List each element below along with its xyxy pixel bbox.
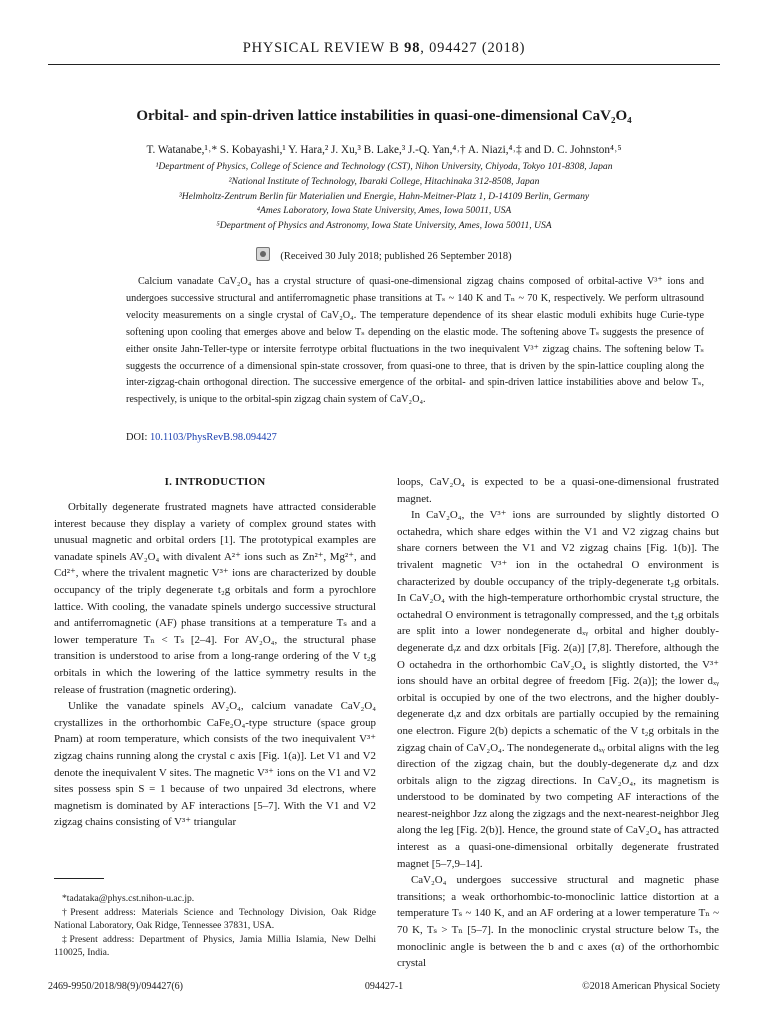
abstract: Calcium vanadate CaV₂O₄ has a crystal structure of quasi-one-dimensional zigzag chains composed of orbital-active V³⁺ ions and undergoes successive structural and antiferromagnetic phase transitions at Tₛ ~ 140 K and Tₙ ~ 70 K, respectively. We perform ultrasound velocity measurements on a single crystal of CaV₂O₄. The temperature dependence of its shear elastic moduli exhibits huge Curie-type softening upon cooling that emerges above and below Tₛ depending on the elastic mode. The softening above Tₛ suggests the presence of either onsite Jahn-Teller-type or intersite ferrotype orbital fluctuations in the two inequivalent V³⁺ zigzag chains. The softening below Tₛ suggests the occurrence of a dimensional spin-state crossover, from quasi-one to three, that is driven by the spin-lattice coupling along the inter-zigzag-chain orthogonal direction. The successive emergence of the orbital- and spin-driven lattice instabilities above and below Tₛ, respectively, is unique to the orbital-spin zigzag chain system of CaV₂O₄. xyxy=(126,276,704,406)
affiliations xyxy=(0,160,768,234)
journal-volume: 98 xyxy=(404,40,421,56)
affiliation: ⁴Ames Laboratory, Iowa State University, Ames, Iowa 50011, USA xyxy=(256,205,512,217)
footnote: ‡Present address: Department of Physics, Jamia Millia Islamia, New Delhi 110025, India. xyxy=(54,933,376,959)
footnotes xyxy=(54,892,376,960)
received-line xyxy=(0,247,768,262)
footnote: *tadataka@phys.cst.nihon-u.ac.jp. xyxy=(62,893,195,904)
affiliation: ⁵Department of Physics and Astronomy, Iowa State University, Ames, Iowa 50011, USA xyxy=(216,220,552,232)
paragraph: Unlike the vanadate spinels AV₂O₄, calcium vanadate CaV₂O₄ crystallizes in the orthorhombic CaFe₂O₄-type structure (space group Pnam) at room temperature, which consists of the two inequivalent V³⁺ zigzag chains running along the crystal c axis [Fig. 1(a)]. Let V1 and V2 denote the inequivalent V sites. The magnetic V³⁺ ions on the V1 and V2 sites possess spin S = 1 because of two unpaired 3d electrons, where magnetism is dominated by AF interactions [5–7]. With the V1 and V2 zigzag chains consisting of V³⁺ triangular xyxy=(54,700,376,829)
header-rule xyxy=(48,64,720,65)
journal-name: PHYSICAL REVIEW B xyxy=(242,40,400,56)
affiliation: ³Helmholtz-Zentrum Berlin für Materialien und Energie, Hahn-Meitner-Platz 1, D-14109 Berlin, Germany xyxy=(178,190,590,202)
left-column xyxy=(54,474,376,831)
paragraph: Orbitally degenerate frustrated magnets have attracted considerable interest because they display a variety of complex ground states with unusual magnetic and orbital orders [1]. The prototypical examples are vanadate spinels AV₂O₄ with divalent A²⁺ ions such as Zn²⁺, Mg²⁺, and Cd²⁺, where the trivalent magnetic V³⁺ ions are characterized by double occupancy of the triply degenerate t₂g orbitals and form a pyrochlore lattice. With cooling, the vanadate spinels undergo successive structural and antiferromagnetic (AF) phase transitions at a temperature Tₛ and a lower temperature Tₙ < Tₛ [2–4]. For AV₂O₄, the structural phase transition is understood to arise from a long-range ordering of the V t₂g orbitals in which the lowering of the lattice symmetry results in the release of frustration (magnetic ordering). xyxy=(54,501,376,696)
paper-title: Orbital- and spin-driven lattice instabilities in quasi-one-dimensional CaV₂O₄ xyxy=(136,108,632,124)
affiliation: ²National Institute of Technology, Ibaraki College, Hitachinaka 312-8508, Japan xyxy=(228,175,540,187)
doi-link[interactable]: 10.1103/PhysRevB.98.094427 xyxy=(149,432,277,443)
doi-label: DOI: xyxy=(126,432,150,443)
footer-issn: 2469-9950/2018/98(9)/094427(6) xyxy=(48,981,183,992)
journal-header xyxy=(0,40,768,57)
footnote: †Present address: Materials Science and Technology Division, Oak Ridge National Laboratory, Oak Ridge, Tennessee 37831, USA. xyxy=(54,906,376,932)
footnote-rule xyxy=(54,878,104,879)
footer-copyright: ©2018 American Physical Society xyxy=(582,981,720,992)
right-column xyxy=(397,474,719,972)
article-number: , 094427 (2018) xyxy=(420,40,526,56)
paragraph: In CaV₂O₄, the V³⁺ ions are surrounded by slightly distorted O octahedra, which share edges within the V1 and V2 zigzag chains but share corners between the V1 and V2 zigzag chains [Fig. 1(b)]. The trivalent magnetic V³⁺ ion in the octahedral O environment is characterized by double occupancy of the triply-degenerate t₂g orbitals. In CaV₂O₄ with the high-temperature orthorhombic crystal structure, the octahedral O environment is tetragonally compressed, and the t₂g orbitals are split into a lower nondegenerate dₓᵧ orbital and higher doubly-degenerate dᵧz and dzx orbitals [Fig. 2(a)] [7,8]. Therefore, although the O octahedra in the orthorhombic CaV₂O₄ is slightly distorted, the V³⁺ ions should have an orbital degree of freedom [Fig. 2(a)]; the lower dₓᵧ orbital is occupied by one of the two electrons, and the higher doubly-degenerate dᵧz and dzx orbitals are partially occupied by the remaining one electron. Figure 2(b) depicts a schematic of the V t₂g orbitals in the zigzag chain of CaV₂O₄. The nondegenerate dₓᵧ orbital aligns with the leg direction of the zigzag chain, but the doubly-degenerate dᵧz and dzx orbitals align to the zigzag directions. In CaV₂O₄, its magnetism is understood to be dominated by two competing AF interactions of the nearest-neighbor Jzz along the zigzags and the next-nearest-neighbor Jleg along the leg [Fig. 2(b)]. Hence, the ground state of CaV₂O₄ has attracted interest as a quasi-one-dimensional orbitally degenerate frustrated magnet [5–7,9–14]. xyxy=(397,509,719,870)
crossmark-icon[interactable] xyxy=(256,247,270,261)
paragraph: CaV₂O₄ undergoes successive structural and magnetic phase transitions; a weak orthorhombic-to-monoclinic lattice distortion at a temperature Tₛ ~ 140 K, and an AF ordering at a lower temperature Tₙ ~ 70 K, Tₛ > Tₙ [5–7]. In the monoclinic crystal structure below Tₛ, the monoclinic angle is between the b and c axes (α) of the orthorhombic crystal xyxy=(397,874,719,970)
affiliation: ¹Department of Physics, College of Science and Technology (CST), Nihon University, Chiyoda, Tokyo 101-8308, Japan xyxy=(155,161,613,172)
paragraph: loops, CaV₂O₄ is expected to be a quasi-one-dimensional frustrated magnet. xyxy=(397,476,719,505)
section-heading: I. INTRODUCTION xyxy=(164,476,266,488)
doi-line xyxy=(126,432,277,443)
author-list: T. Watanabe,¹˒* S. Kobayashi,¹ Y. Hara,² J. Xu,³ B. Lake,³ J.-Q. Yan,⁴˒† A. Niazi,⁴˒‡ and D. C. Johnston⁴˒⁵ xyxy=(146,144,622,156)
received-dates: (Received 30 July 2018; published 26 September 2018) xyxy=(280,251,512,262)
footer-page-number: 094427-1 xyxy=(364,981,404,992)
